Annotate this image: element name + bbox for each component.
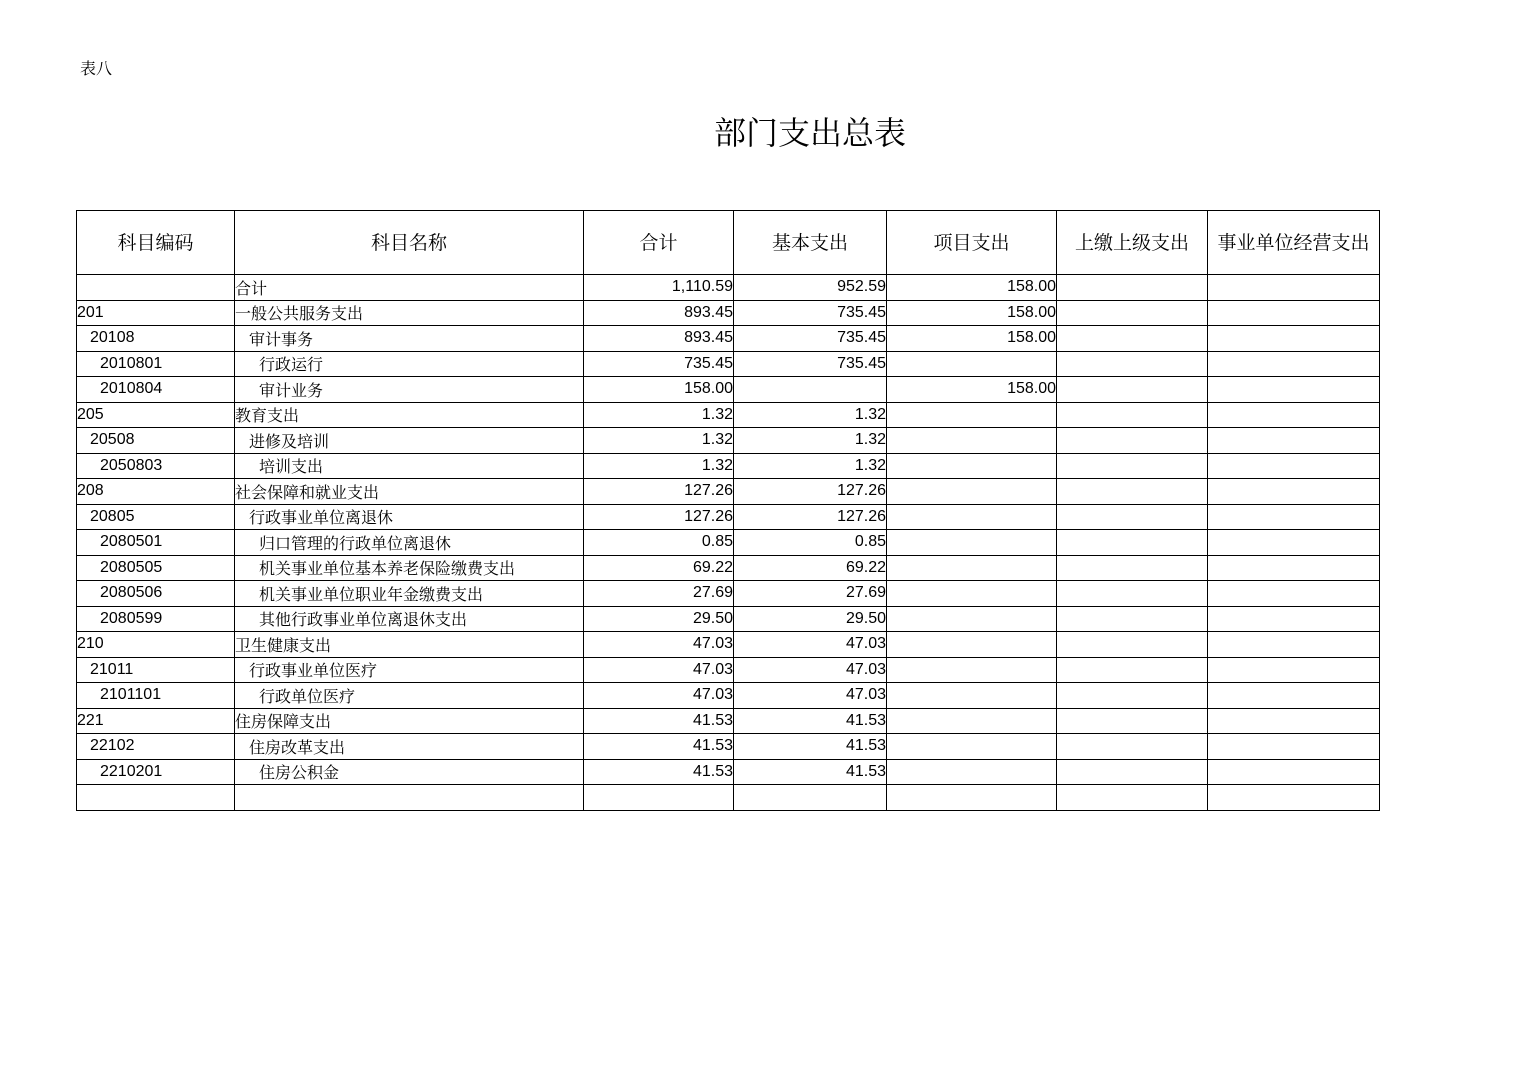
cell-total: 47.03 (584, 632, 734, 658)
table-row (77, 453, 1380, 479)
cell-project (887, 555, 1057, 581)
cell-total: 29.50 (584, 606, 734, 632)
cell-business (1208, 734, 1380, 760)
cell-upper (1057, 683, 1208, 709)
table-row (77, 428, 1380, 454)
table-row (77, 606, 1380, 632)
cell-code: 201 (77, 300, 235, 326)
table-row (77, 300, 1380, 326)
cell-code: 208 (77, 479, 235, 505)
cell-upper (1057, 402, 1208, 428)
cell-basic: 127.26 (734, 479, 887, 505)
table-row (77, 275, 1380, 301)
cell-project: 158.00 (887, 275, 1057, 301)
cell-code: 2210201 (77, 759, 235, 785)
table-row (77, 326, 1380, 352)
cell-code: 20108 (77, 326, 235, 352)
cell-name: 住房公积金 (235, 759, 584, 785)
cell-name: 行政运行 (235, 351, 584, 377)
cell-project (887, 606, 1057, 632)
cell-basic: 47.03 (734, 657, 887, 683)
cell-project (887, 428, 1057, 454)
header-business: 事业单位经营支出 (1208, 211, 1380, 275)
cell-name: 教育支出 (235, 402, 584, 428)
cell-basic: 29.50 (734, 606, 887, 632)
cell-upper (1057, 606, 1208, 632)
cell-total: 41.53 (584, 759, 734, 785)
cell-total: 735.45 (584, 351, 734, 377)
cell-upper (1057, 530, 1208, 556)
table-row (77, 581, 1380, 607)
cell-business (1208, 479, 1380, 505)
cell-basic (734, 377, 887, 403)
cell-code (77, 275, 235, 301)
cell-project (887, 657, 1057, 683)
table-row (77, 785, 1380, 811)
cell-name: 培训支出 (235, 453, 584, 479)
cell-name: 住房保障支出 (235, 708, 584, 734)
table-header (77, 211, 1380, 275)
cell-name: 社会保障和就业支出 (235, 479, 584, 505)
cell-basic: 41.53 (734, 734, 887, 760)
cell-business (1208, 504, 1380, 530)
cell-basic: 47.03 (734, 683, 887, 709)
cell-name: 一般公共服务支出 (235, 300, 584, 326)
cell-basic: 27.69 (734, 581, 887, 607)
cell-business (1208, 632, 1380, 658)
table-row (77, 402, 1380, 428)
cell-basic: 952.59 (734, 275, 887, 301)
cell-basic: 127.26 (734, 504, 887, 530)
table-row (77, 555, 1380, 581)
cell-upper (1057, 555, 1208, 581)
cell-upper (1057, 453, 1208, 479)
header-upper: 上缴上级支出 (1057, 211, 1208, 275)
cell-code: 2080599 (77, 606, 235, 632)
cell-upper (1057, 657, 1208, 683)
cell-upper (1057, 377, 1208, 403)
cell-total: 27.69 (584, 581, 734, 607)
cell-code: 21011 (77, 657, 235, 683)
cell-business (1208, 402, 1380, 428)
cell-business (1208, 759, 1380, 785)
cell-code: 2101101 (77, 683, 235, 709)
cell-upper (1057, 275, 1208, 301)
cell-upper (1057, 326, 1208, 352)
cell-upper (1057, 734, 1208, 760)
table-number-label: 表八 (80, 59, 113, 78)
cell-total: 69.22 (584, 555, 734, 581)
table-row (77, 632, 1380, 658)
cell-basic: 735.45 (734, 300, 887, 326)
cell-total: 41.53 (584, 734, 734, 760)
cell-basic: 47.03 (734, 632, 887, 658)
cell-name: 审计业务 (235, 377, 584, 403)
cell-basic: 41.53 (734, 759, 887, 785)
cell-total: 47.03 (584, 657, 734, 683)
cell-business (1208, 377, 1380, 403)
cell-code: 210 (77, 632, 235, 658)
cell-total: 158.00 (584, 377, 734, 403)
cell-business (1208, 326, 1380, 352)
table-row (77, 683, 1380, 709)
cell-basic: 41.53 (734, 708, 887, 734)
cell-code: 22102 (77, 734, 235, 760)
cell-code (77, 785, 235, 811)
cell-code: 2080506 (77, 581, 235, 607)
header-code: 科目编码 (77, 211, 235, 275)
cell-total: 47.03 (584, 683, 734, 709)
table-row (77, 657, 1380, 683)
cell-business (1208, 275, 1380, 301)
table-row (77, 479, 1380, 505)
cell-total: 127.26 (584, 504, 734, 530)
cell-project (887, 759, 1057, 785)
table-row (77, 708, 1380, 734)
cell-upper (1057, 300, 1208, 326)
cell-business (1208, 581, 1380, 607)
cell-basic: 1.32 (734, 402, 887, 428)
cell-upper (1057, 708, 1208, 734)
cell-business (1208, 708, 1380, 734)
cell-business (1208, 428, 1380, 454)
cell-project: 158.00 (887, 377, 1057, 403)
cell-code: 205 (77, 402, 235, 428)
cell-name: 卫生健康支出 (235, 632, 584, 658)
cell-total: 41.53 (584, 708, 734, 734)
cell-name: 其他行政事业单位离退休支出 (235, 606, 584, 632)
cell-name: 归口管理的行政单位离退休 (235, 530, 584, 556)
cell-name: 机关事业单位职业年金缴费支出 (235, 581, 584, 607)
cell-project (887, 530, 1057, 556)
cell-name (235, 785, 584, 811)
cell-basic (734, 785, 887, 811)
cell-upper (1057, 504, 1208, 530)
cell-project (887, 683, 1057, 709)
cell-upper (1057, 759, 1208, 785)
cell-upper (1057, 581, 1208, 607)
cell-code: 2010804 (77, 377, 235, 403)
cell-total: 1.32 (584, 428, 734, 454)
cell-name: 合计 (235, 275, 584, 301)
header-total: 合计 (584, 211, 734, 275)
table-row (77, 504, 1380, 530)
header-row (77, 211, 1380, 275)
cell-business (1208, 657, 1380, 683)
cell-code: 2080501 (77, 530, 235, 556)
cell-code: 221 (77, 708, 235, 734)
cell-total: 893.45 (584, 300, 734, 326)
cell-business (1208, 530, 1380, 556)
cell-name: 行政事业单位医疗 (235, 657, 584, 683)
cell-project (887, 504, 1057, 530)
cell-name: 行政事业单位离退休 (235, 504, 584, 530)
cell-code: 2010801 (77, 351, 235, 377)
cell-project: 158.00 (887, 300, 1057, 326)
cell-upper (1057, 632, 1208, 658)
cell-business (1208, 300, 1380, 326)
cell-business (1208, 683, 1380, 709)
cell-name: 机关事业单位基本养老保险缴费支出 (235, 555, 584, 581)
page-title: 部门支出总表 (713, 114, 906, 152)
cell-basic: 735.45 (734, 326, 887, 352)
cell-basic: 69.22 (734, 555, 887, 581)
header-basic: 基本支出 (734, 211, 887, 275)
cell-project (887, 785, 1057, 811)
table-row (77, 734, 1380, 760)
cell-business (1208, 351, 1380, 377)
table-row (77, 530, 1380, 556)
header-name: 科目名称 (235, 211, 584, 275)
cell-business (1208, 785, 1380, 811)
cell-project (887, 708, 1057, 734)
cell-project (887, 453, 1057, 479)
cell-business (1208, 555, 1380, 581)
cell-business (1208, 453, 1380, 479)
cell-project (887, 734, 1057, 760)
cell-code: 2050803 (77, 453, 235, 479)
department-expense-table (76, 210, 1380, 811)
cell-total: 1.32 (584, 453, 734, 479)
cell-total: 1,110.59 (584, 275, 734, 301)
cell-code: 20805 (77, 504, 235, 530)
cell-project (887, 479, 1057, 505)
cell-basic: 1.32 (734, 428, 887, 454)
cell-upper (1057, 785, 1208, 811)
cell-basic: 1.32 (734, 453, 887, 479)
cell-name: 审计事务 (235, 326, 584, 352)
cell-code: 20508 (77, 428, 235, 454)
cell-total: 0.85 (584, 530, 734, 556)
table-row (77, 377, 1380, 403)
cell-business (1208, 606, 1380, 632)
cell-upper (1057, 479, 1208, 505)
cell-basic: 0.85 (734, 530, 887, 556)
cell-total: 127.26 (584, 479, 734, 505)
cell-project: 158.00 (887, 326, 1057, 352)
cell-name: 行政单位医疗 (235, 683, 584, 709)
table-row (77, 759, 1380, 785)
cell-basic: 735.45 (734, 351, 887, 377)
cell-upper (1057, 351, 1208, 377)
table-body (77, 275, 1380, 811)
cell-total (584, 785, 734, 811)
cell-total: 1.32 (584, 402, 734, 428)
cell-name: 住房改革支出 (235, 734, 584, 760)
cell-project (887, 632, 1057, 658)
table-row (77, 351, 1380, 377)
cell-total: 893.45 (584, 326, 734, 352)
cell-project (887, 581, 1057, 607)
cell-project (887, 402, 1057, 428)
header-project: 项目支出 (887, 211, 1057, 275)
cell-name: 进修及培训 (235, 428, 584, 454)
cell-code: 2080505 (77, 555, 235, 581)
cell-project (887, 351, 1057, 377)
cell-upper (1057, 428, 1208, 454)
